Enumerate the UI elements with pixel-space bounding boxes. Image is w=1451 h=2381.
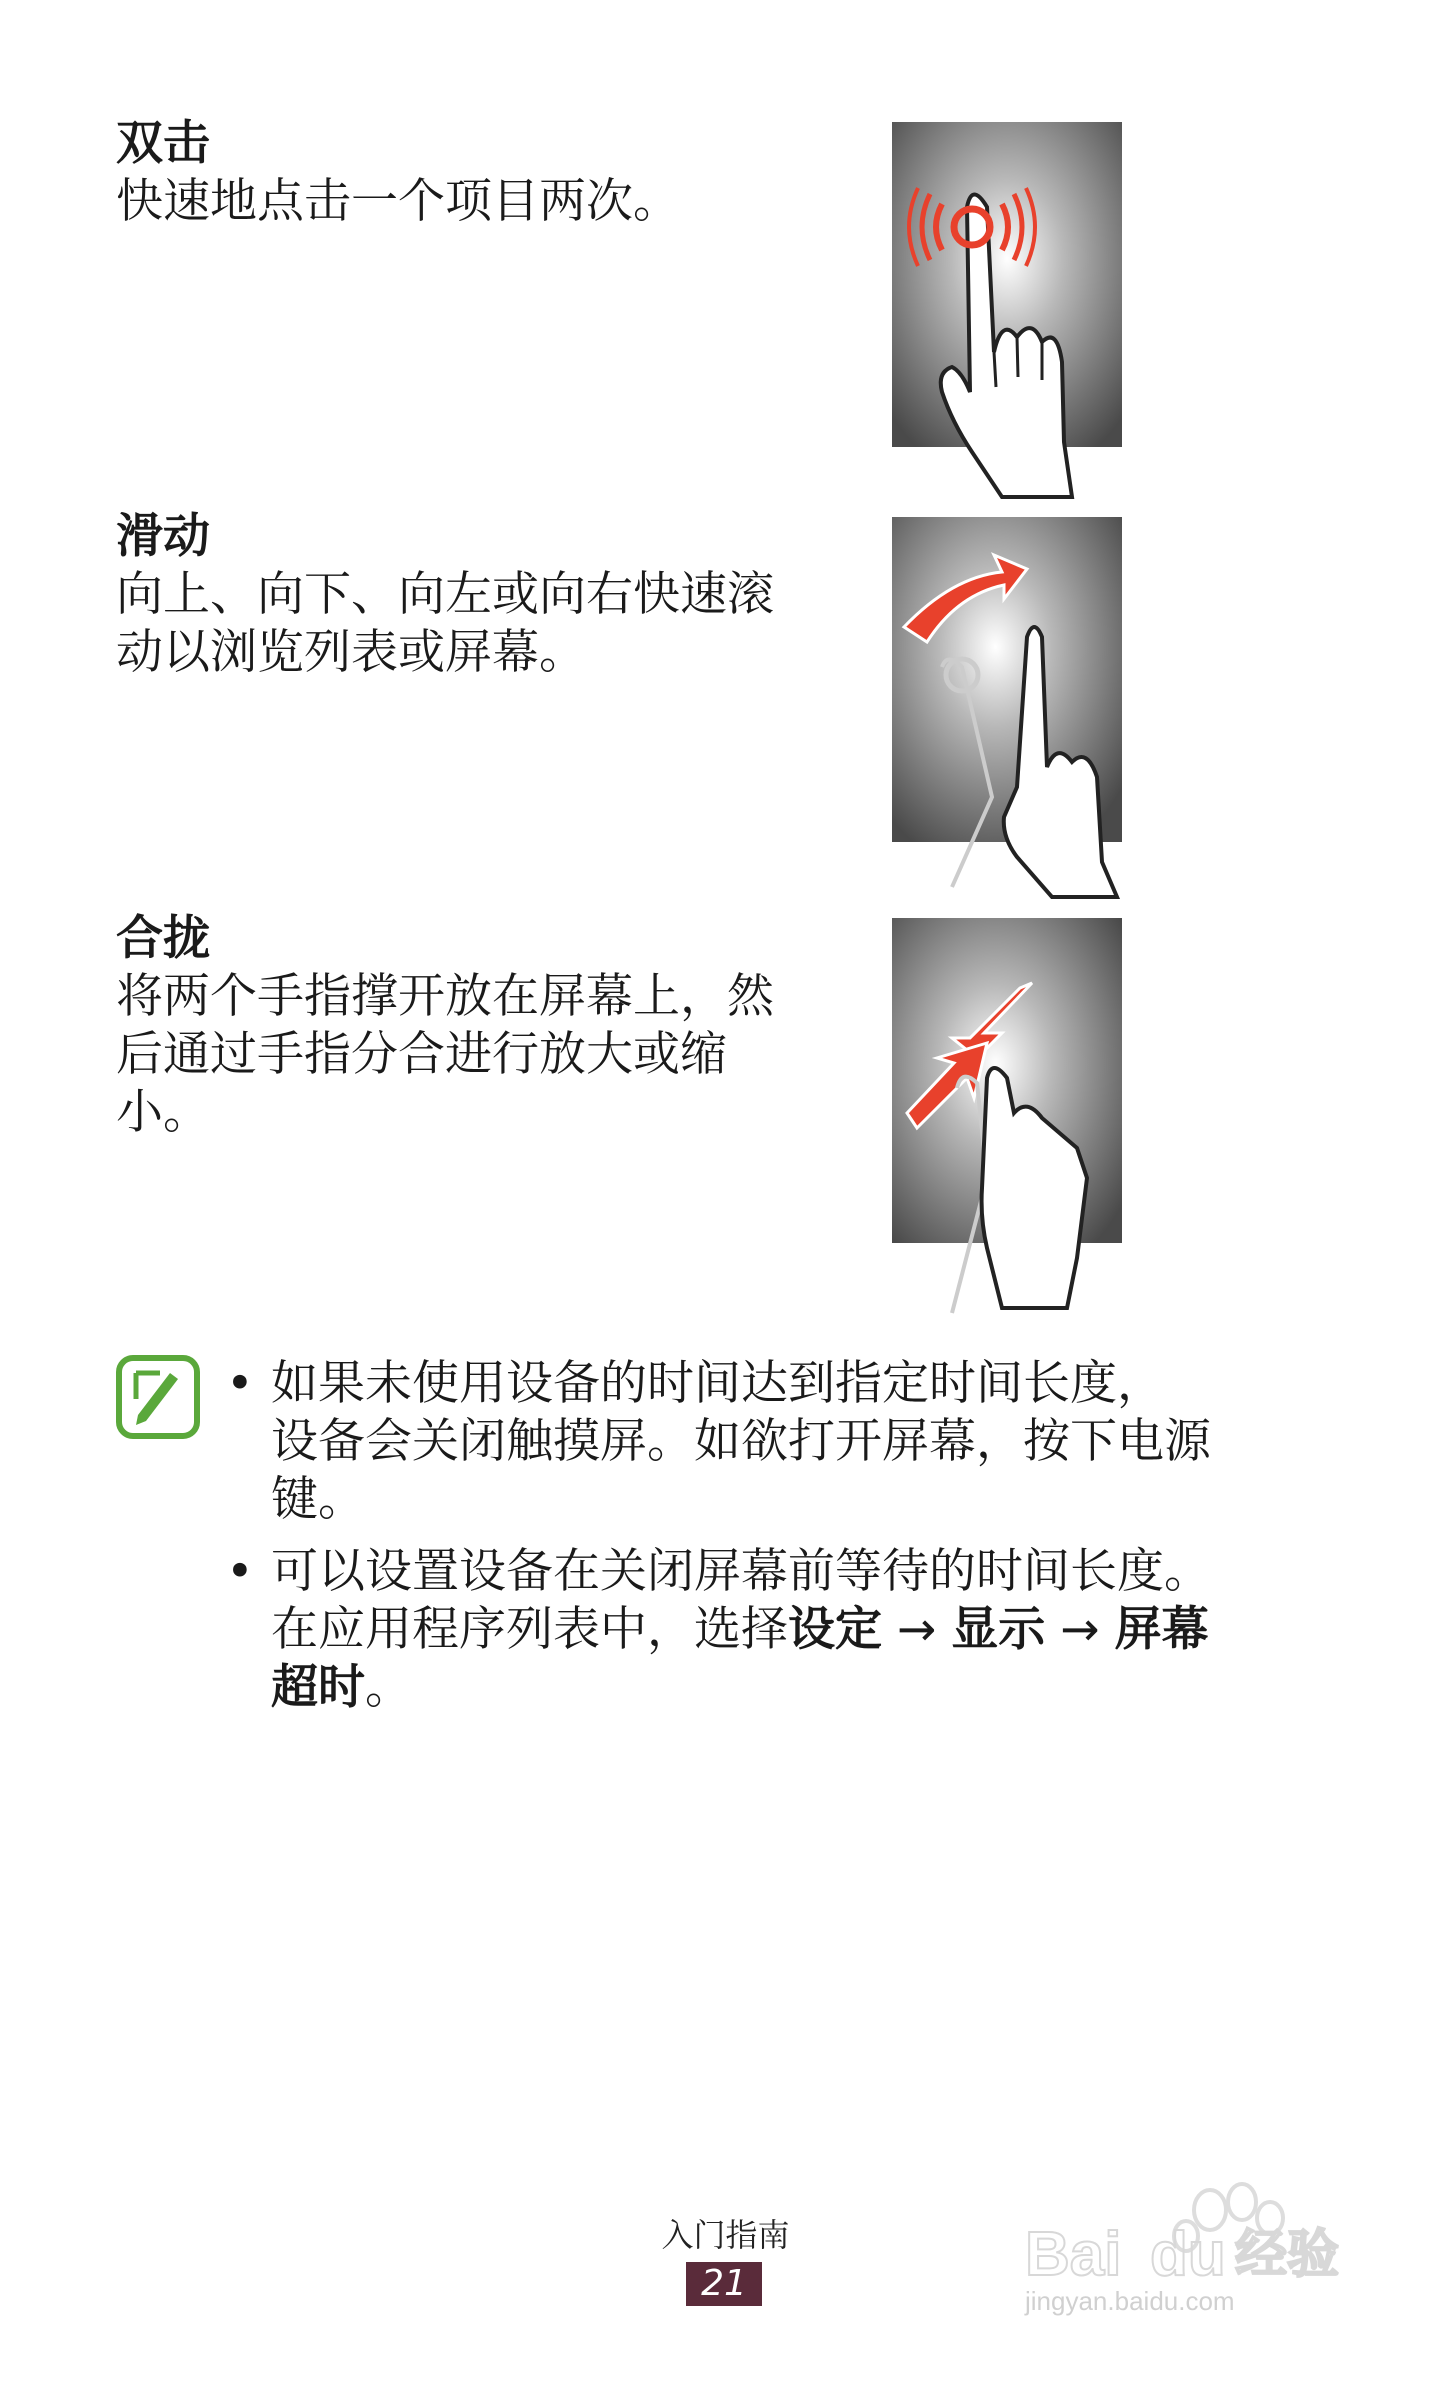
flick-illustration (892, 517, 1182, 917)
note-text: 在应用程序列表中，选择 (271, 1602, 788, 1657)
menu-path-arrow: → (896, 1602, 937, 1657)
menu-path-timeout: 超时 (271, 1660, 365, 1715)
note-line: 如果未使用设备的时间达到指定时间长度， (271, 1356, 1164, 1411)
section-pinch (116, 910, 856, 1142)
section-body-line: 向上、向下、向左或向右快速滚 (116, 567, 774, 622)
section-flick (116, 508, 856, 682)
watermark-url: jingyan.baidu.com (1025, 2286, 1235, 2316)
watermark-brand-2: du (1150, 2220, 1226, 2289)
section-title: 合拢 (116, 911, 210, 966)
section-title: 滑动 (116, 509, 210, 564)
menu-path-screen: 屏幕 (1114, 1602, 1209, 1657)
note-line: 可以设置设备在关闭屏幕前等待的时间长度。 (271, 1544, 1211, 1599)
bullet-dot: • (226, 1544, 254, 1599)
section-body-line: 快速地点击一个项目两次。 (116, 174, 680, 229)
section-body-line: 动以浏览列表或屏幕。 (116, 625, 586, 680)
bullet-dot: • (226, 1356, 254, 1411)
note-line (271, 1601, 1326, 1659)
footer-section-name: 入门指南 (661, 2216, 790, 2254)
note-item (226, 1543, 1326, 1717)
section-body-line: 后通过手指分合进行放大或缩 (116, 1027, 727, 1082)
section-title: 双击 (116, 116, 210, 171)
note-line (271, 1659, 1326, 1717)
menu-path-display: 显示 (951, 1602, 1046, 1657)
menu-path-settings: 设定 (788, 1602, 882, 1657)
section-body-line: 小。 (116, 1085, 210, 1140)
note-line: 设备会关闭触摸屏。如欲打开屏幕，按下电源 (271, 1414, 1211, 1469)
baidu-watermark (1020, 2150, 1420, 2320)
note-item (226, 1355, 1326, 1529)
page-number: 21 (686, 2262, 762, 2306)
note-line: 键。 (271, 1472, 365, 1527)
section-body-line: 将两个手指撑开放在屏幕上，然 (116, 969, 774, 1024)
note-list (226, 1355, 1326, 1731)
note-pen-icon (116, 1355, 200, 1439)
menu-path-arrow: → (1060, 1602, 1100, 1657)
watermark-brand: Bai (1025, 2220, 1122, 2289)
watermark-brand-cn: 经验 (1235, 2225, 1340, 2285)
section-double-tap (116, 115, 856, 231)
pinch-illustration (892, 918, 1182, 1318)
double-tap-illustration (892, 122, 1182, 522)
note-text: 。 (365, 1660, 412, 1715)
